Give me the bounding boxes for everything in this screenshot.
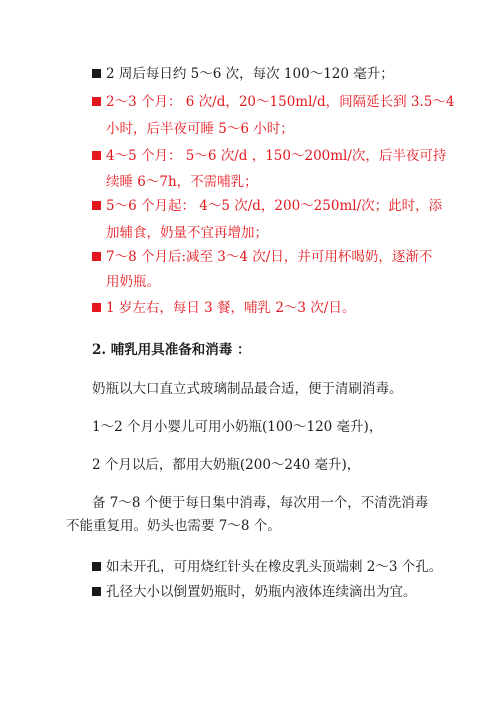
square-bullet-icon: [92, 69, 101, 78]
schedule-item-text: 4～5 个月： 5～6 次/d ，150～200ml/次，后半夜可持: [106, 148, 447, 164]
square-bullet-icon: [92, 252, 101, 261]
bullet-text: 如未开孔，可用烧红针头在橡皮乳头顶端刺 2～3 个孔。: [106, 559, 443, 575]
schedule-item-5-6-months: [92, 198, 442, 215]
paragraph-bottle-type: 奶瓶以大口直立式玻璃制品最合适，便于清刷消毒。: [92, 381, 403, 397]
schedule-item-text: 5～6 个月起： 4～5 次/d，200～250ml/次；此时，添: [106, 198, 443, 214]
schedule-item-2-weeks: [92, 66, 394, 83]
square-bullet-icon: [92, 151, 101, 160]
square-bullet-icon: [92, 587, 101, 596]
paragraph-sterilize-line1: 备 7～8 个便于每日集中消毒，每次用一个，不清洗消毒: [92, 495, 429, 511]
nipple-hole-bullet: [92, 559, 442, 576]
schedule-item-continuation: 用奶瓶。: [106, 274, 160, 290]
hole-size-bullet: [92, 584, 417, 601]
schedule-item-2-3-months: [92, 94, 454, 111]
schedule-item-1-year: [92, 300, 355, 317]
paragraph-sterilize-line2: 不能重复用。奶头也需要 7～8 个。: [66, 518, 281, 534]
bullet-text: 孔径大小以倒置奶瓶时，奶瓶内液体连续滴出为宜。: [106, 584, 417, 600]
paragraph-large-bottle: 2 个月以后，都用大奶瓶(200～240 毫升)，: [92, 457, 361, 473]
section-heading: 2. 哺乳用具准备和消毒 ：: [92, 342, 251, 358]
paragraph-small-bottle: 1～2 个月小婴儿可用小奶瓶(100～120 毫升)，: [92, 419, 383, 435]
square-bullet-icon: [92, 97, 101, 106]
schedule-item-4-5-months: [92, 148, 446, 165]
schedule-item-7-8-months: [92, 249, 432, 266]
square-bullet-icon: [92, 303, 101, 312]
schedule-item-text: 2 周后每日约 5～6 次，每次 100～120 毫升；: [106, 66, 394, 82]
schedule-item-text: 1 岁左右，每日 3 餐，哺乳 2～3 次/日。: [106, 300, 356, 316]
schedule-item-continuation: 加辅食，奶量不宜再增加；: [106, 225, 268, 241]
square-bullet-icon: [92, 201, 101, 210]
schedule-item-text: 7～8 个月后:减至 3～4 次/日，并可用杯喝奶，逐渐不: [106, 249, 433, 265]
schedule-item-continuation: 小时，后半夜可睡 5～6 小时；: [106, 121, 294, 137]
schedule-item-text: 2～3 个月： 6 次/d，20～150ml/d，间隔延长到 3.5～4: [106, 94, 455, 110]
schedule-item-continuation: 续睡 6～7h，不需哺乳；: [106, 174, 258, 190]
square-bullet-icon: [92, 562, 101, 571]
